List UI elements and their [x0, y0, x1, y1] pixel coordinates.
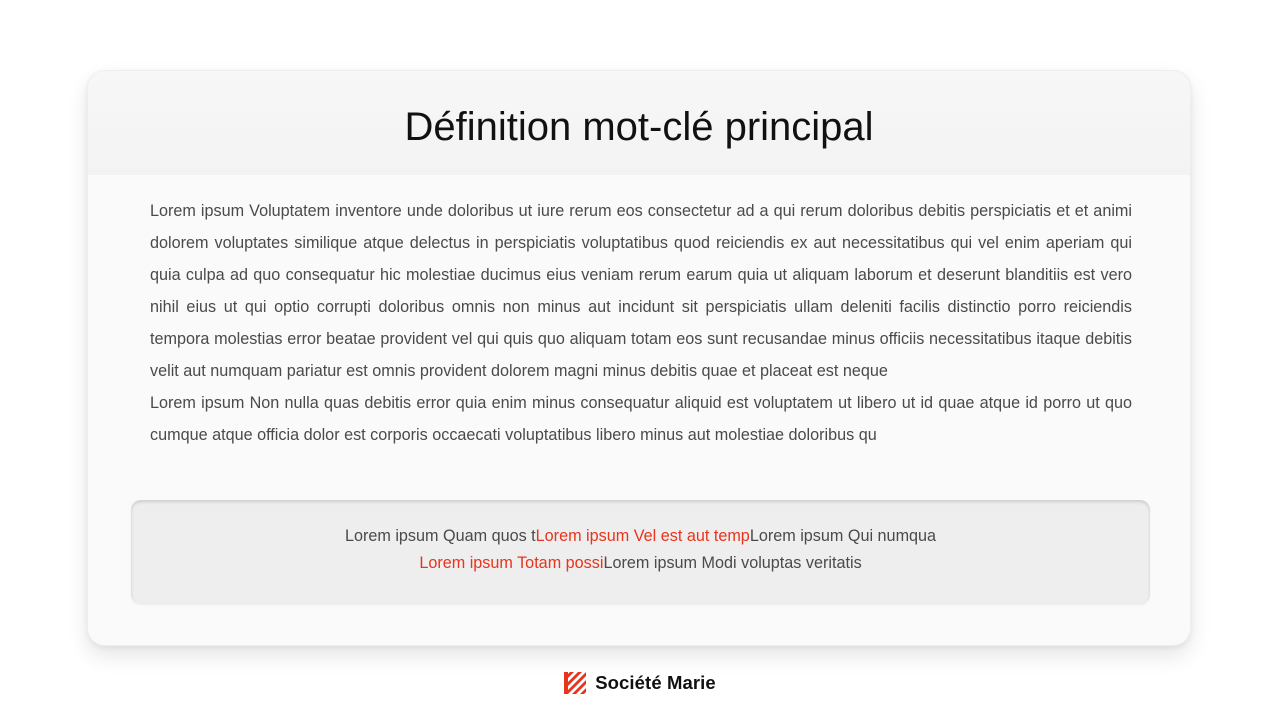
footer — [0, 670, 1280, 696]
highlight-text: Lorem ipsum Quam quos t — [344, 527, 536, 545]
paragraph-2: Lorem ipsum Non nulla quas debitis error quia enim minus consequatur aliquid est voluptatem ut libero ut id quae atque id porro ut quo cumque atque officia dolor est corporis occaecati voluptatibus libero minus aut molestiae doloribus qu — [150, 394, 1132, 444]
highlight-accent-text: Lorem ipsum Vel est aut temp — [535, 527, 750, 545]
highlight-text: Lorem ipsum Modi voluptas veritatis — [603, 554, 862, 572]
highlight-text: Lorem ipsum Qui numqua — [749, 527, 937, 545]
page-title: Définition mot-clé principal — [404, 105, 874, 149]
striped-square-logo-icon — [564, 672, 586, 694]
paragraph-1: Lorem ipsum Voluptatem inventore unde doloribus ut iure rerum eos consectetur ad a qui rerum doloribus debitis perspiciatis et et animi dolorem voluptates similique atque delectus in perspiciatis voluptatibus quod reiciendis ex aut necessitatibus qui vel enim aperiam qui quia culpa ad quo consequatur hic molestiae ducimus eius veniam rerum earum quia ut aliquam laborum et deserunt blanditiis est vero nihil eius ut qui optio corrupti doloribus omnis non minus aut incidunt sit perspiciatis ullam deleniti facilis distinctio porro reiciendis tempora molestias error beatae provident vel qui quis quo aliquam totam eos sunt recusandae minus officiis necessitatibus itaque debitis velit aut numquam pariatur est omnis provident dolorem magni minus debitis quae et placeat est neque — [150, 202, 1132, 380]
highlight-line-2 — [131, 550, 1150, 577]
body-text — [150, 195, 1132, 451]
brand-name: Société Marie — [595, 672, 716, 693]
card-header — [88, 71, 1190, 175]
highlight-accent-text: Lorem ipsum Totam possi — [419, 554, 604, 572]
highlight-box — [131, 500, 1150, 604]
highlight-line-1 — [131, 523, 1150, 550]
content-card — [87, 70, 1191, 646]
